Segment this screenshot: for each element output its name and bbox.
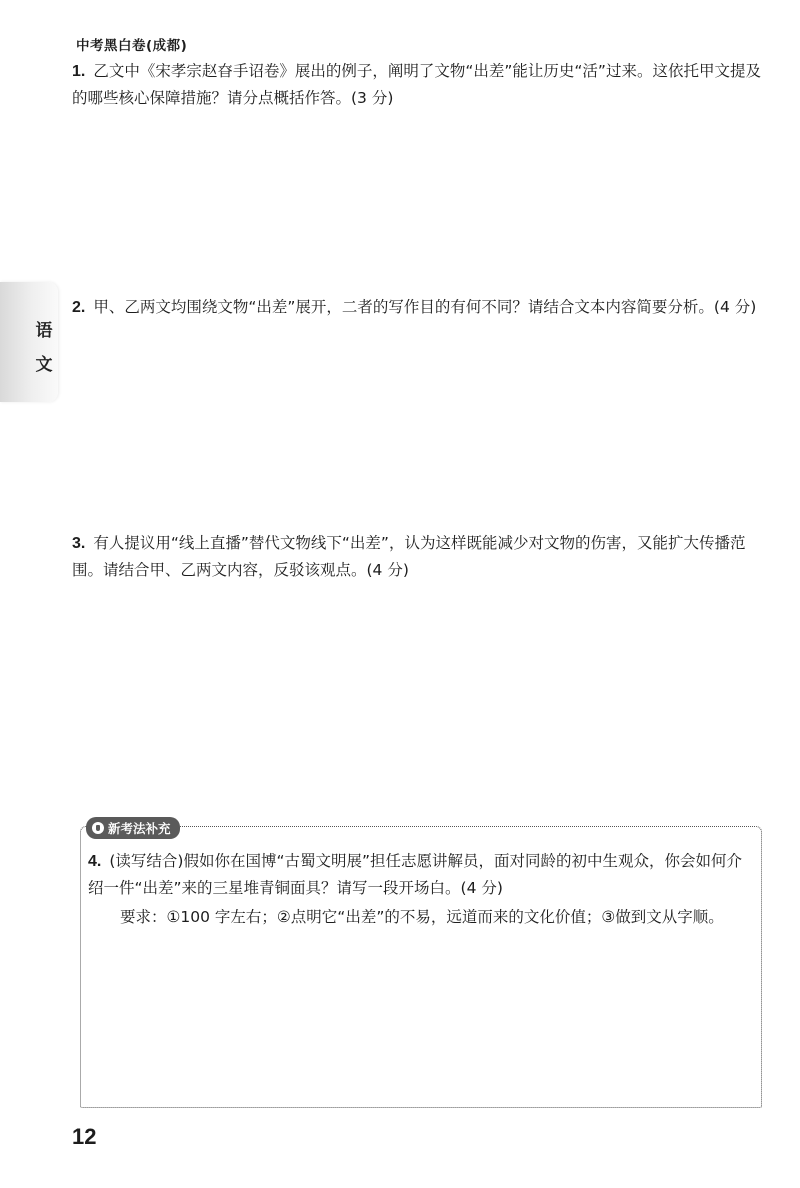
question-3-number: 3.: [72, 535, 86, 552]
side-tab-char-2: 文: [35, 355, 53, 375]
lightbulb-icon: [92, 822, 104, 834]
question-4-line-2: 绍一件“出差”来的三星堆青铜面具？请写一段开场白。(4 分): [88, 879, 503, 897]
question-2-number: 2.: [72, 299, 86, 316]
question-3-line-2: 围。请结合甲、乙两文内容，反驳该观点。(4 分): [72, 561, 409, 579]
question-1-number: 1.: [72, 63, 86, 80]
question-2-line-1: 甲、乙两文均围绕文物“出差”展开，二者的写作目的有何不同？请结合文本内容简要分析。(4 分): [93, 298, 757, 316]
question-3-line-1: 有人提议用“线上直播”替代文物线下“出差”，认为这样既能减少对文物的伤害，又能扩大传播范: [93, 534, 746, 552]
question-3: [72, 530, 772, 583]
question-1-line-1: 乙文中《宋孝宗赵昚手诏卷》展出的例子，阐明了文物“出差”能让历史“活”过来。这依托甲文提及: [93, 62, 761, 80]
question-4-line-1: (读写结合)假如你在国博“古蜀文明展”担任志愿讲解员，面对同龄的初中生观众，你会如何介: [109, 852, 743, 870]
question-1: [72, 58, 772, 111]
question-4-requirement: 要求：①100 字左右；②点明它“出差”的不易，远道而来的文化价值；③做到文从字顺。: [120, 908, 724, 926]
question-4: [88, 848, 758, 901]
exam-header: 中考黑白卷(成都): [76, 38, 188, 54]
subject-side-tab: [0, 282, 58, 402]
question-2: [72, 294, 772, 321]
supplement-label: 新考法补充: [108, 821, 171, 836]
side-tab-char-1: 语: [35, 321, 53, 341]
page-number: 12: [72, 1124, 97, 1149]
question-4-number: 4.: [88, 853, 102, 870]
question-1-line-2: 的哪些核心保障措施？请分点概括作答。(3 分): [72, 89, 394, 107]
supplement-badge: [86, 817, 180, 839]
